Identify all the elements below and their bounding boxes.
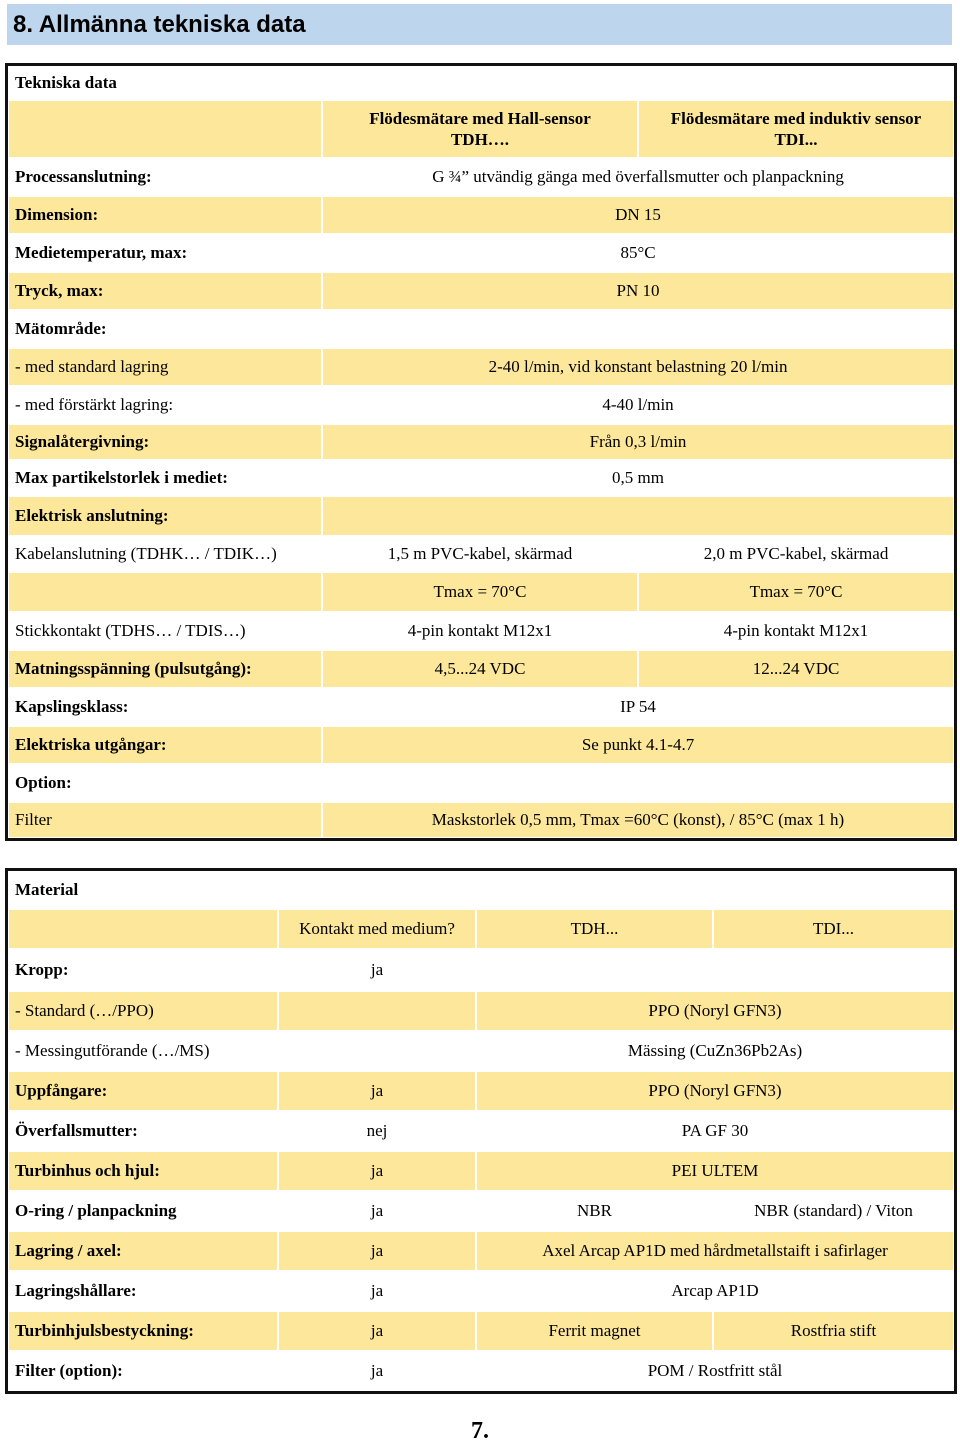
pressure-label: Tryck, max: — [8, 272, 322, 310]
header-blank — [8, 100, 322, 158]
material-row — [8, 1271, 954, 1311]
material-row-contact: ja — [278, 1271, 476, 1311]
temperature-label: Medietemperatur, max: — [8, 234, 322, 272]
temperature-value: 85°C — [322, 234, 954, 272]
standard-bearing-label: - med standard lagring — [8, 348, 322, 386]
material-row-shared: Arcap AP1D — [476, 1271, 954, 1311]
signal-label: Signalåtergivning: — [8, 424, 322, 460]
cable-inductive: 2,0 m PVC-kabel, skärmad — [638, 536, 954, 572]
material-row-contact: nej — [278, 1111, 476, 1151]
material-row-shared: PPO (Noryl GFN3) — [476, 991, 954, 1031]
material-row-label: Lagringshållare: — [8, 1271, 278, 1311]
plug-inductive: 4-pin kontakt M12x1 — [638, 612, 954, 650]
option-blank-inductive — [638, 764, 954, 802]
material-table — [7, 870, 955, 1392]
material-row-shared: POM / Rostfritt stål — [476, 1351, 954, 1391]
plug-hall: 4-pin kontakt M12x1 — [322, 612, 638, 650]
supply-label: Matningsspänning (pulsutgång): — [8, 650, 322, 688]
material-row-label: Turbinhjulsbestyckning: — [8, 1311, 278, 1351]
material-row-tdh: Ferrit magnet — [476, 1311, 713, 1351]
supply-inductive: 12...24 VDC — [638, 650, 954, 688]
technical-data-title: Tekniska data — [8, 66, 954, 100]
material-title: Material — [8, 871, 954, 909]
col-header-tdi: TDI... — [713, 909, 954, 949]
material-row-label: Lagring / axel: — [8, 1231, 278, 1271]
option-label: Option: — [8, 764, 322, 802]
tmax-hall: Tmax = 70°C — [322, 572, 638, 612]
ip-label: Kapslingsklass: — [8, 688, 322, 726]
material-row-contact: ja — [278, 1231, 476, 1271]
range-label: Mätområde: — [8, 310, 322, 348]
material-header-blank — [8, 909, 278, 949]
material-row-label: O-ring / planpackning — [8, 1191, 278, 1231]
signal-value: Från 0,3 l/min — [322, 424, 954, 460]
material-row-contact — [278, 991, 476, 1031]
col-header-hall: Flödesmätare med Hall-sensor TDH…. — [322, 100, 638, 158]
material-row — [8, 1311, 954, 1351]
section-heading: 8. Allmänna tekniska data — [7, 4, 952, 45]
cable-hall: 1,5 m PVC-kabel, skärmad — [322, 536, 638, 572]
filter-label: Filter — [8, 802, 322, 838]
material-row-contact: ja — [278, 1191, 476, 1231]
material-row-label: Uppfångare: — [8, 1071, 278, 1111]
material-row-contact: ja — [278, 1071, 476, 1111]
dimension-label: Dimension: — [8, 196, 322, 234]
material-row-label: Turbinhus och hjul: — [8, 1151, 278, 1191]
material-row-label: Filter (option): — [8, 1351, 278, 1391]
material-row-contact: ja — [278, 1351, 476, 1391]
cable-label: Kabelanslutning (TDHK… / TDIK…) — [8, 536, 322, 572]
material-row — [8, 1071, 954, 1111]
material-row — [8, 1151, 954, 1191]
material-row-shared: PPO (Noryl GFN3) — [476, 1071, 954, 1111]
material-row — [8, 1191, 954, 1231]
material-row-shared — [476, 949, 954, 991]
material-row — [8, 949, 954, 991]
technical-data-table — [7, 65, 955, 839]
tmax-blank — [8, 572, 322, 612]
process-label: Processanslutning: — [8, 158, 322, 196]
material-row-label: Överfallsmutter: — [8, 1111, 278, 1151]
material-row-shared: PEI ULTEM — [476, 1151, 954, 1191]
electrical-label: Elektrisk anslutning: — [8, 496, 322, 536]
material-row-shared: Axel Arcap AP1D med hårdmetallstaift i safirlager — [476, 1231, 954, 1271]
pressure-value: PN 10 — [322, 272, 954, 310]
material-row — [8, 1031, 954, 1071]
material-row-tdh: NBR — [476, 1191, 713, 1231]
electrical-blank — [322, 496, 954, 536]
col-header-contact: Kontakt med medium? — [278, 909, 476, 949]
material-row-contact: ja — [278, 949, 476, 991]
material-row — [8, 991, 954, 1031]
range-blank — [322, 310, 954, 348]
reinforced-bearing-value: 4-40 l/min — [322, 386, 954, 424]
material-row-label: - Standard (…/PPO) — [8, 991, 278, 1031]
page-number: 7. — [471, 1418, 489, 1444]
material-row — [8, 1351, 954, 1391]
standard-bearing-value: 2-40 l/min, vid konstant belastning 20 l/min — [322, 348, 954, 386]
material-row — [8, 1111, 954, 1151]
process-value: G ¾” utvändig gänga med överfallsmutter och planpackning — [322, 158, 954, 196]
material-row-contact: ja — [278, 1311, 476, 1351]
reinforced-bearing-label: - med förstärkt lagring: — [8, 386, 322, 424]
material-rows — [8, 949, 954, 1391]
outputs-label: Elektriska utgångar: — [8, 726, 322, 764]
material-row-contact — [278, 1031, 476, 1071]
material-row-label: - Messingutförande (…/MS) — [8, 1031, 278, 1071]
col-header-inductive: Flödesmätare med induktiv sensor TDI... — [638, 100, 954, 158]
tmax-inductive: Tmax = 70°C — [638, 572, 954, 612]
plug-label: Stickkontakt (TDHS… / TDIS…) — [8, 612, 322, 650]
dimension-value: DN 15 — [322, 196, 954, 234]
particle-label: Max partikelstorlek i mediet: — [8, 460, 322, 496]
material-row-contact: ja — [278, 1151, 476, 1191]
col-header-tdh: TDH... — [476, 909, 713, 949]
option-blank-hall — [322, 764, 638, 802]
ip-value: IP 54 — [322, 688, 954, 726]
material-row — [8, 1231, 954, 1271]
material-row-label: Kropp: — [8, 949, 278, 991]
particle-value: 0,5 mm — [322, 460, 954, 496]
filter-value: Maskstorlek 0,5 mm, Tmax =60°C (konst), / 85°C (max 1 h) — [322, 802, 954, 838]
material-row-shared: Mässing (CuZn36Pb2As) — [476, 1031, 954, 1071]
outputs-value: Se punkt 4.1-4.7 — [322, 726, 954, 764]
material-row-tdi: Rostfria stift — [713, 1311, 954, 1351]
material-row-tdi: NBR (standard) / Viton — [713, 1191, 954, 1231]
supply-hall: 4,5...24 VDC — [322, 650, 638, 688]
material-row-shared: PA GF 30 — [476, 1111, 954, 1151]
